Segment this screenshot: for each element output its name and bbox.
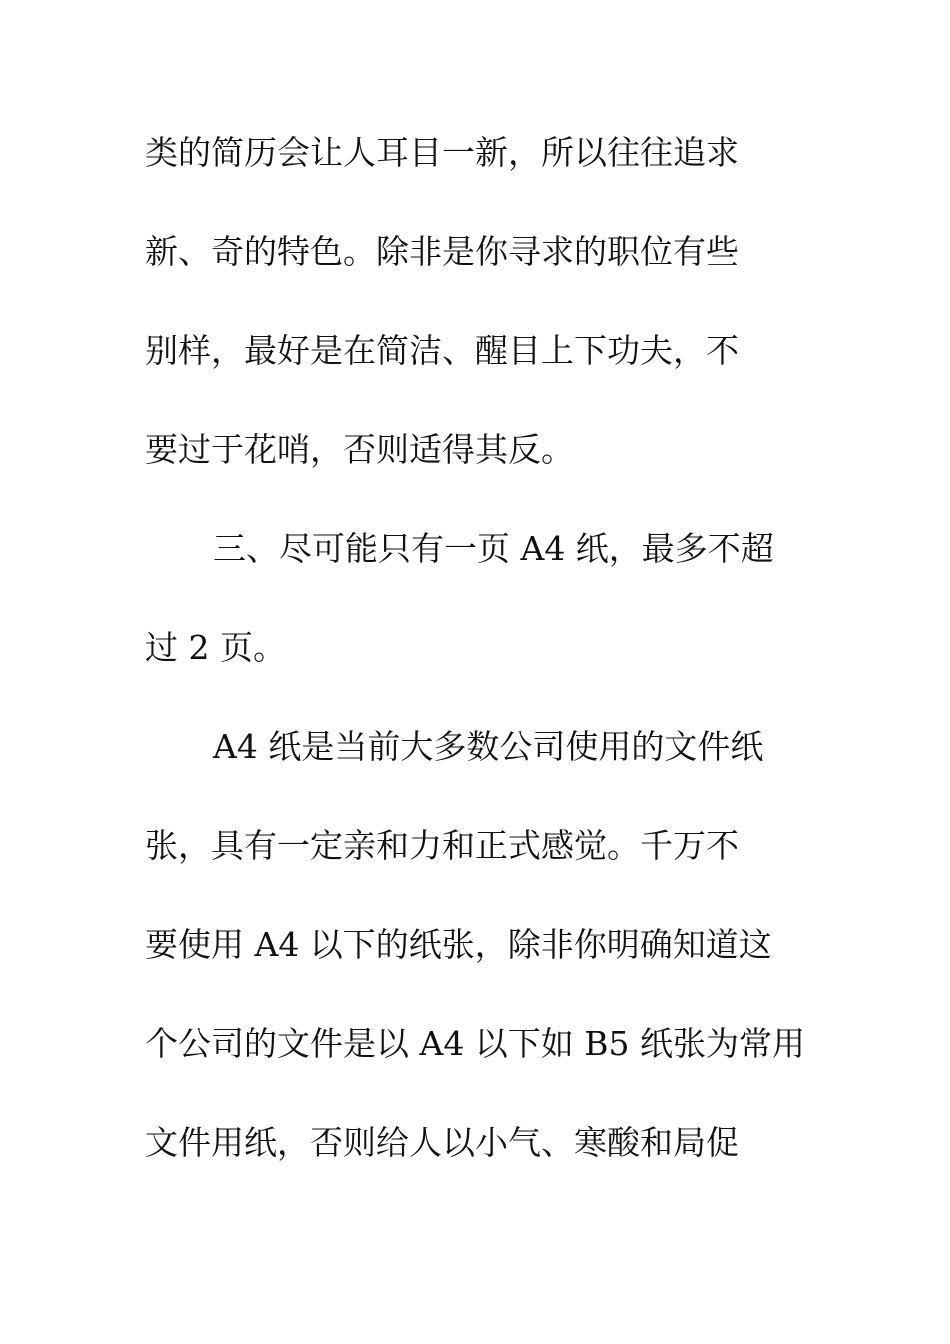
paragraph-line: 要过于花哨，否则适得其反。 <box>145 430 574 469</box>
paragraph-line: 别样，最好是在简洁、醒目上下功夫，不 <box>145 331 739 370</box>
paragraph-line: 类的简历会让人耳目一新，所以往往追求 <box>145 133 739 172</box>
paragraph-line: 要使用 A4 以下的纸张，除非你明确知道这 <box>145 925 772 964</box>
paragraph-line: A4 纸是当前大多数公司使用的文件纸 <box>213 727 764 766</box>
section-heading-line: 三、尽可能只有一页 A4 纸，最多不超 <box>213 529 774 568</box>
paragraph-line: 个公司的文件是以 A4 以下如 B5 纸张为常用 <box>145 1024 806 1063</box>
section-heading-line: 过 2 页。 <box>145 628 286 667</box>
paragraph-line: 新、奇的特色。除非是你寻求的职位有些 <box>145 232 739 271</box>
paragraph-line: 张，具有一定亲和力和正式感觉。千万不 <box>145 826 739 865</box>
paragraph-line: 文件用纸，否则给人以小气、寒酸和局促 <box>145 1123 739 1162</box>
